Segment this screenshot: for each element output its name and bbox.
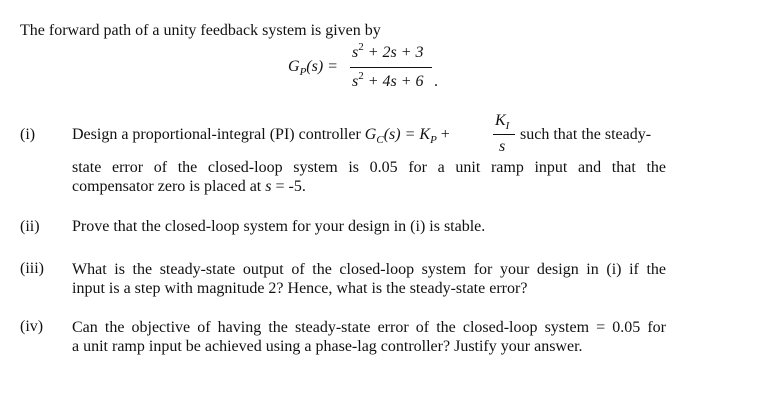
plant-lhs (288, 58, 338, 76)
intro-text: The forward path of a unity feedback system is given by (20, 22, 381, 39)
plant-period: . (434, 73, 438, 90)
question-iii-line1: What is the steady-state output of the closed-loop system for your design in (i) if the (72, 261, 666, 278)
question-iii-body (72, 260, 666, 298)
ki-denominator: s (499, 138, 506, 155)
question-i-body (72, 158, 666, 196)
question-number-ii: (ii) (20, 218, 40, 235)
question-number-iii: (iii) (20, 260, 44, 277)
plant-numerator: $s^2 + 2s + 3$ (352, 41, 424, 61)
question-ii-text: Prove that the closed-loop system for your design in (i) is stable. (72, 218, 486, 235)
question-i-line1-end: such that the steady- (520, 126, 652, 143)
question-iii-line2: input is a step with magnitude 2? Hence, what is the steady-state error? (72, 280, 528, 297)
question-i-line1: Design a proportional-integral (PI) controller $G_C(s) = K_P$ + (72, 126, 450, 146)
question-iv-line1: Can the objective of having the steady-state error of the closed-loop system = 0.05 for (72, 319, 666, 336)
plant-fraction-bar (350, 67, 432, 68)
question-i-line2: state error of the closed-loop system is 0.05 for a unit ramp input and that the (72, 159, 666, 176)
plant-subscript: P (299, 66, 307, 78)
question-iv-body (72, 318, 666, 356)
ki-numerator: $K_I$ (495, 112, 510, 132)
question-i-line3: compensator zero is placed at s = -5. (72, 178, 306, 195)
question-iv-line2: a unit ramp input be achieved using a phase-lag controller? Justify your answer. (72, 338, 583, 355)
ki-fraction-bar (493, 134, 515, 135)
plant-denominator: $s^2 + 4s + 6$ (352, 70, 424, 90)
question-number-iv: (iv) (20, 318, 44, 335)
plant-argument: (s) = (306, 58, 338, 75)
question-number-i: (i) (20, 126, 36, 143)
plant-symbol: G (288, 58, 300, 75)
